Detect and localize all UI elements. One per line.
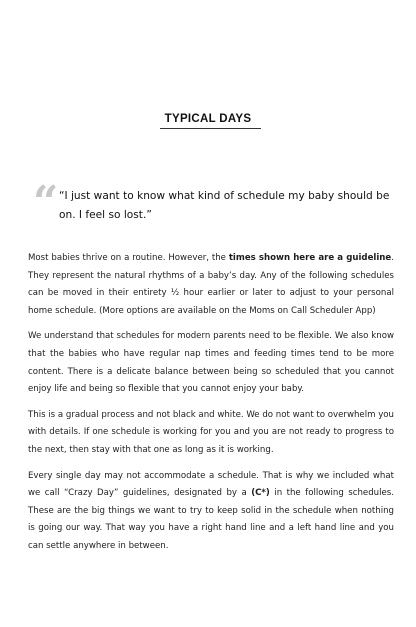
paragraph-crazy-day-start: Every single day may not accommodate a schedule. That is why we included what we call “Crazy Day” guidelines, designated by a <box>28 470 394 499</box>
title-underline <box>160 128 261 129</box>
pull-quote <box>33 177 393 228</box>
section-title: TYPICAL DAYS <box>164 113 252 125</box>
paragraph-flexible: We understand that schedules for modern parents need to be flexible. We also know that the babies who have regular nap times and feeding times tend to be more content. There is a delicate balance between being so scheduled that you cannot enjoy life and being so flexible that you cannot enjoy your baby. <box>28 331 394 395</box>
heading-container <box>0 107 416 130</box>
paragraph-routine <box>28 250 394 320</box>
paragraph-routine-emphasis: times shown here are a guideline <box>228 253 392 263</box>
paragraph-gradual: This is a gradual process and not black and white. We do not want to overwhelm you with details. If one schedule is working for you and you are not ready to progress to the next, then stay with that one as long as it is working. <box>28 409 394 455</box>
crazy-day-marker: (C*) <box>251 488 270 499</box>
paragraph-routine-end: . They represent the natural rhythms of a baby’s day. Any of the following schedules can be moved in their entirety ½ hour earlier or later to adjust to your personal home schedule. (More options are available on the Moms on Call Scheduler App) <box>28 253 394 316</box>
quote-text: “I just want to know what kind of schedule my baby should be on. I feel so lost.” <box>59 190 390 221</box>
paragraph-crazy-day <box>28 468 394 556</box>
quote-mark-icon: “ <box>33 177 59 228</box>
paragraph-routine-start: Most babies thrive on a routine. However, the <box>28 253 229 263</box>
body-text <box>28 250 394 564</box>
paragraph-crazy-day-end: in the following schedules. These are the big things we want to try to keep solid in the schedule when nothing is going our way. That way you have a right hand line and a left hand line and you can settle anywhere in between. <box>28 488 394 551</box>
